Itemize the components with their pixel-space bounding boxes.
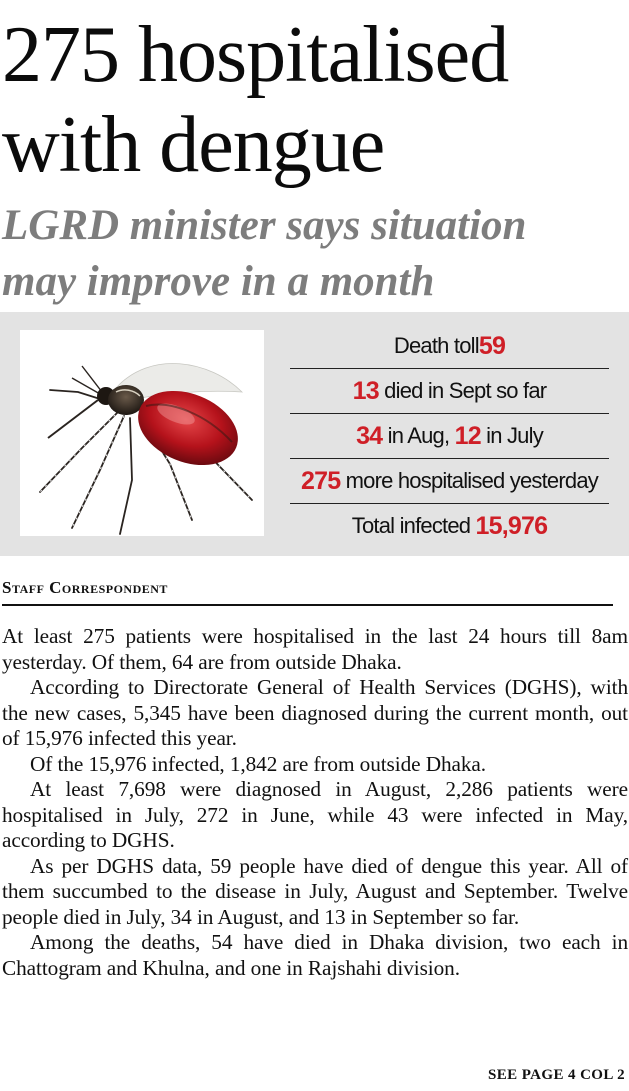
stat-total-infected (290, 503, 609, 548)
stat-death-toll (290, 324, 609, 368)
stat-number: 34 (356, 421, 383, 450)
subheadline-line-1: LGRD minister says situation (2, 202, 527, 249)
stat-number: 275 (301, 466, 341, 495)
stat-label: died in Sept so far (378, 378, 547, 403)
stat-label: more hospitalised yesterday (340, 468, 598, 493)
stat-label: Death toll (393, 333, 479, 358)
stat-label: in July (480, 423, 543, 448)
byline: Staff Correspondent (2, 578, 613, 606)
stat-number: 15,976 (475, 511, 548, 540)
paragraph: Among the deaths, 54 have died in Dhaka division, two each in Chattogram and Khulna, and one in Rajshahi division. (2, 930, 628, 980)
continued-on-page-link[interactable]: SEE PAGE 4 COL 2 (488, 1067, 625, 1083)
stat-number: 59 (478, 331, 506, 360)
headline-line-1: 275 hospitalised (2, 11, 509, 99)
stats-list (290, 324, 609, 548)
stat-label: Total infected (351, 513, 476, 538)
headline-line-2: with dengue (2, 101, 385, 189)
subheadline-line-2: may improve in a month (2, 258, 435, 305)
mosquito-illustration (20, 330, 264, 536)
stat-sept-deaths (290, 368, 609, 413)
stat-aug-july-deaths (290, 413, 609, 458)
paragraph: At least 275 patients were hospitalised in the last 24 hours till 8am yesterday. Of them, 64 are from outside Dhaka. (2, 624, 628, 674)
paragraph: According to Directorate General of Health Services (DGHS), with the new cases, 5,345 have been diagnosed during the current month, out of 15,976 infected this year. (2, 675, 628, 750)
article-body (2, 624, 628, 981)
stat-hospitalised (290, 458, 609, 503)
subheadline (2, 198, 629, 310)
stat-number: 12 (454, 421, 481, 450)
stat-number: 13 (352, 376, 379, 405)
mosquito-photo (20, 330, 264, 536)
stats-infobox (0, 312, 629, 556)
headline (2, 10, 629, 190)
paragraph: Of the 15,976 infected, 1,842 are from outside Dhaka. (30, 751, 486, 776)
stat-label: in Aug, (382, 423, 455, 448)
paragraph: At least 7,698 were diagnosed in August, 2,286 patients were hospitalised in July, 272 in June, while 43 were infected in May, according to DGHS. (2, 777, 628, 852)
paragraph: As per DGHS data, 59 people have died of dengue this year. All of them succumbed to the disease in July, August and September. Twelve people died in July, 34 in August, and 13 in September so far. (2, 853, 628, 929)
